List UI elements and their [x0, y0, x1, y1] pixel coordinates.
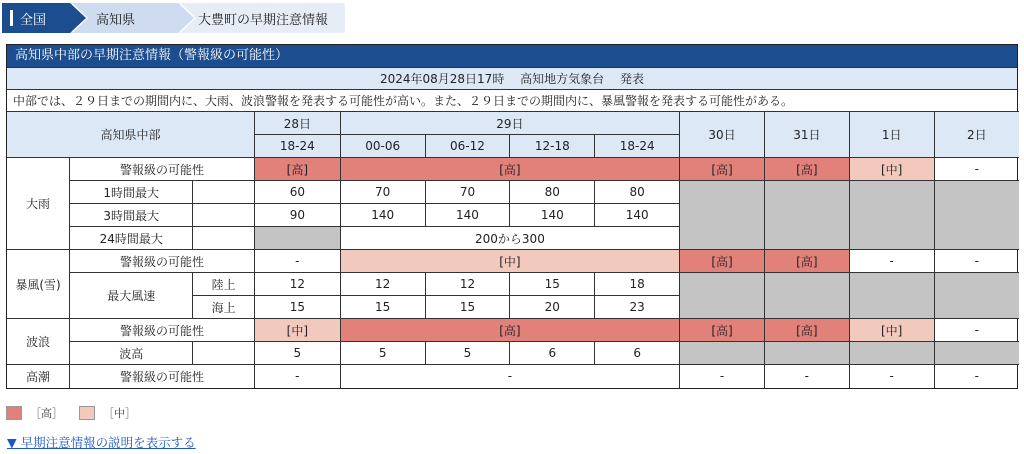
- wave-height-value: 5: [340, 342, 425, 365]
- time-header: 18-24: [595, 135, 680, 158]
- storm-possibility-31: [高]: [764, 250, 849, 273]
- wave-possibility-29: [高]: [340, 319, 679, 342]
- rain-3h-value: 140: [595, 204, 680, 227]
- rain-24h-value: 200から300: [340, 227, 679, 250]
- rain-possibility-1: [中]: [849, 158, 934, 181]
- empty-cell: [193, 227, 255, 250]
- time-header: 00-06: [340, 135, 425, 158]
- time-header: 06-12: [425, 135, 510, 158]
- panel-title: 高知県中部の早期注意情報（警報級の可能性）: [7, 45, 1017, 67]
- show-explanation-link[interactable]: ▼ 早期注意情報の説明を表示する: [7, 435, 196, 450]
- breadcrumb-national[interactable]: [2, 3, 70, 33]
- storm-label: 暴風(雪): [7, 250, 70, 319]
- rain-possibility-label: 警報級の可能性: [70, 158, 255, 181]
- no-data-cell: [934, 273, 1019, 319]
- tide-possibility-label: 警報級の可能性: [70, 365, 255, 388]
- date-28-header: 28日: [254, 112, 340, 135]
- storm-possibility-29: [中]: [340, 250, 679, 273]
- wave-height-value: 5: [254, 342, 340, 365]
- no-data-cell: [849, 342, 934, 365]
- wave-possibility-label: 警報級の可能性: [70, 319, 255, 342]
- wave-possibility-28: [中]: [254, 319, 340, 342]
- wave-possibility-31: [高]: [764, 319, 849, 342]
- wave-possibility-2: -: [934, 319, 1019, 342]
- empty-cell: [193, 342, 255, 365]
- date-29-header: 29日: [340, 112, 679, 135]
- no-data-cell: [934, 342, 1019, 365]
- breadcrumb-current-label: 大豊町の早期注意情報: [198, 12, 329, 28]
- region-header: 高知県中部: [7, 112, 254, 158]
- no-data-cell: [764, 342, 849, 365]
- tide-possibility-1: -: [849, 365, 934, 388]
- rain-1h-value: 80: [595, 181, 680, 204]
- empty-cell: [193, 204, 255, 227]
- tide-possibility-30: -: [680, 365, 765, 388]
- issued-line: [7, 67, 1017, 89]
- no-data-cell: [849, 273, 934, 319]
- no-data-cell: [680, 273, 765, 319]
- date-1-header: 1日: [849, 112, 934, 158]
- wave-label: 波浪: [7, 319, 70, 365]
- issued-suffix: 発表: [620, 72, 645, 86]
- issued-time: 2024年08月28日17時: [379, 72, 505, 86]
- rain-1h-value: 70: [340, 181, 425, 204]
- rain-possibility-30: [高]: [680, 158, 765, 181]
- storm-sea-value: 15: [254, 296, 340, 319]
- date-31-header: 31日: [764, 112, 849, 158]
- rain-24h-label: 24時間最大: [70, 227, 193, 250]
- legend-high-swatch: [6, 406, 22, 420]
- breadcrumb: [2, 3, 345, 33]
- wave-height-value: 6: [595, 342, 680, 365]
- tide-possibility-29: -: [340, 365, 679, 388]
- no-data-cell: [764, 181, 849, 250]
- empty-cell: [193, 181, 255, 204]
- no-data-cell: [849, 181, 934, 250]
- storm-possibility-1: -: [849, 250, 934, 273]
- breadcrumb-national-label: 全国: [20, 12, 47, 28]
- storm-sea-value: 15: [425, 296, 510, 319]
- rain-1h-value: 70: [425, 181, 510, 204]
- rain-possibility-31: [高]: [764, 158, 849, 181]
- date-2-header: 2日: [934, 112, 1019, 158]
- storm-wind-label: 最大風速: [70, 273, 193, 319]
- rain-1h-label: 1時間最大: [70, 181, 193, 204]
- rain-possibility-28: [高]: [254, 158, 340, 181]
- storm-sea-value: 23: [595, 296, 680, 319]
- wave-height-value: 5: [425, 342, 510, 365]
- storm-possibility-2: -: [934, 250, 1019, 273]
- rain-label: 大雨: [7, 158, 70, 250]
- forecast-table: [7, 111, 1019, 388]
- time-header: 12-18: [510, 135, 595, 158]
- issuer: 高知地方気象台: [520, 72, 605, 86]
- rain-3h-value: 140: [510, 204, 595, 227]
- storm-sea-value: 15: [340, 296, 425, 319]
- rain-possibility-2: -: [934, 158, 1019, 181]
- rain-1h-value: 80: [510, 181, 595, 204]
- storm-land-value: 12: [340, 273, 425, 296]
- warning-panel: [6, 44, 1018, 389]
- storm-sea-label: 海上: [193, 296, 255, 319]
- no-data-cell: [764, 273, 849, 319]
- rain-3h-value: 140: [425, 204, 510, 227]
- tide-possibility-2: -: [934, 365, 1019, 388]
- wave-height-value: 6: [510, 342, 595, 365]
- storm-land-value: 12: [254, 273, 340, 296]
- breadcrumb-current: [178, 3, 345, 33]
- storm-possibility-30: [高]: [680, 250, 765, 273]
- storm-sea-value: 20: [510, 296, 595, 319]
- rain-possibility-29: [高]: [340, 158, 679, 181]
- tide-possibility-28: -: [254, 365, 340, 388]
- storm-land-value: 18: [595, 273, 680, 296]
- legend-high-label: ［高］: [30, 407, 63, 420]
- tide-label: 高潮: [7, 365, 70, 388]
- tide-possibility-31: -: [764, 365, 849, 388]
- time-header: 18-24: [254, 135, 340, 158]
- rain-3h-label: 3時間最大: [70, 204, 193, 227]
- legend: [6, 405, 136, 421]
- no-data-cell: [680, 342, 765, 365]
- storm-land-value: 15: [510, 273, 595, 296]
- no-data-cell: [254, 227, 340, 250]
- wave-possibility-30: [高]: [680, 319, 765, 342]
- rain-3h-value: 90: [254, 204, 340, 227]
- breadcrumb-prefecture-label: 高知県: [96, 12, 136, 28]
- storm-possibility-28: -: [254, 250, 340, 273]
- rain-1h-value: 60: [254, 181, 340, 204]
- wave-possibility-1: [中]: [849, 319, 934, 342]
- storm-land-value: 12: [425, 273, 510, 296]
- no-data-cell: [680, 181, 765, 250]
- summary-text: 中部では、２９日までの期間内に、大雨、波浪警報を発表する可能性が高い。また、２９日までの期間内に、暴風警報を発表する可能性がある。: [7, 89, 1017, 111]
- legend-mid-label: ［中］: [103, 407, 136, 420]
- storm-land-label: 陸上: [193, 273, 255, 296]
- wave-height-label: 波高: [70, 342, 193, 365]
- rain-3h-value: 140: [340, 204, 425, 227]
- date-30-header: 30日: [680, 112, 765, 158]
- no-data-cell: [934, 181, 1019, 250]
- legend-mid-swatch: [79, 406, 95, 420]
- storm-possibility-label: 警報級の可能性: [70, 250, 255, 273]
